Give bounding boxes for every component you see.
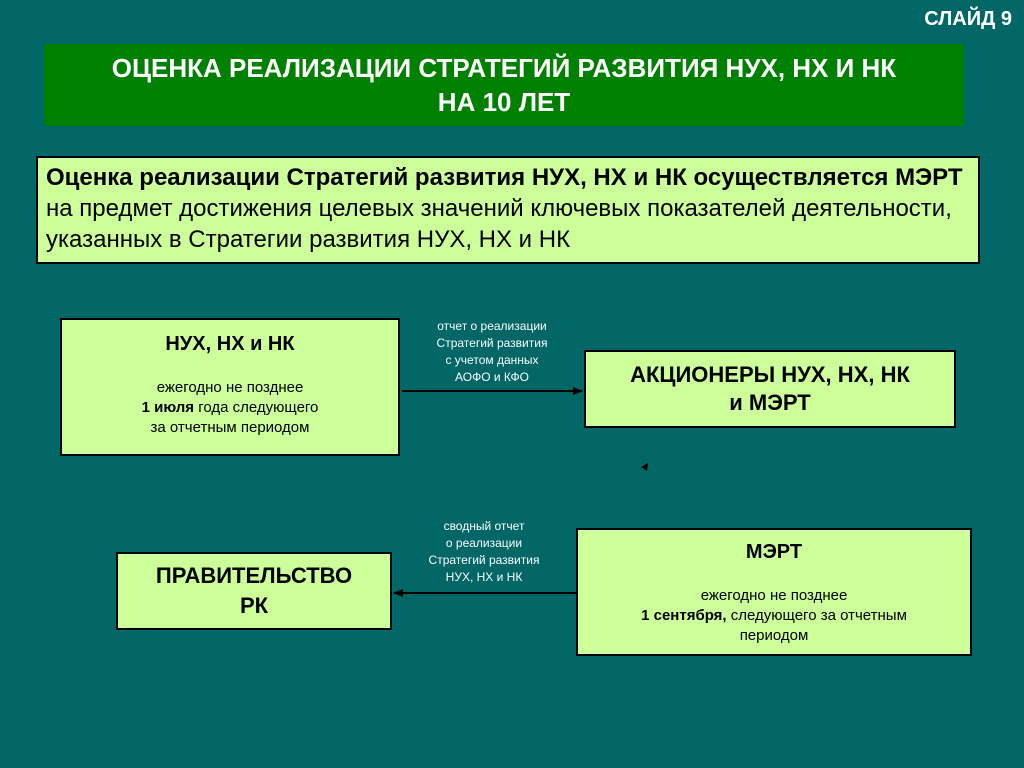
summary-report-label-line: НУХ, НХ и НК	[445, 570, 523, 584]
companies-deadline-line1: ежегодно не позднее	[156, 379, 304, 396]
report-label-line: Стратегий развития	[436, 336, 548, 350]
summary-text: на предмет достижения целевых значений ключевых показателей деятельности, указанных в Стратегии развития НУХ, НХ и НК	[46, 195, 952, 253]
report-label-line: АОФО и КФО	[455, 370, 529, 384]
slide-number: СЛАЙД 9	[924, 8, 1012, 30]
shareholders-line-1: АКЦИОНЕРЫ НУХ, НХ, НК	[630, 362, 910, 387]
companies-deadline-rest: года следующего	[194, 399, 319, 416]
government-line-2: РК	[239, 593, 269, 618]
shareholders-line-2: и МЭРТ	[729, 390, 811, 415]
mert-title: МЭРТ	[745, 541, 803, 563]
summary-report-label-line: о реализации	[445, 536, 523, 550]
report-label-line: отчет о реализации	[437, 319, 547, 333]
summary-report-label-line: сводный отчет	[443, 519, 525, 533]
title-line-2: НА 10 ЛЕТ	[437, 87, 571, 117]
companies-deadline-line3: за отчетным периодом	[150, 419, 310, 436]
summary-report-label-line: Стратегий развития	[428, 553, 540, 567]
mert-deadline-rest: следующего за отчетным	[726, 607, 907, 624]
report-label-line: с учетом данных	[445, 353, 539, 367]
mert-deadline-line1: ежегодно не позднее	[700, 587, 848, 604]
mert-deadline-date: 1 сентября,	[641, 607, 727, 624]
government-line-1: ПРАВИТЕЛЬСТВО	[155, 563, 353, 588]
stray-arrowhead-icon	[641, 463, 648, 471]
title-line-1: ОЦЕНКА РЕАЛИЗАЦИИ СТРАТЕГИЙ РАЗВИТИЯ НУХ, НХ И НК	[111, 53, 897, 83]
summary-bold-text: Оценка реализации Стратегий развития НУХ, НХ и НК осуществляется МЭРТ	[46, 164, 963, 191]
companies-deadline-date: 1 июля	[141, 399, 195, 416]
mert-deadline-line3: периодом	[739, 627, 809, 644]
companies-title: НУХ, НХ и НК	[165, 333, 295, 355]
